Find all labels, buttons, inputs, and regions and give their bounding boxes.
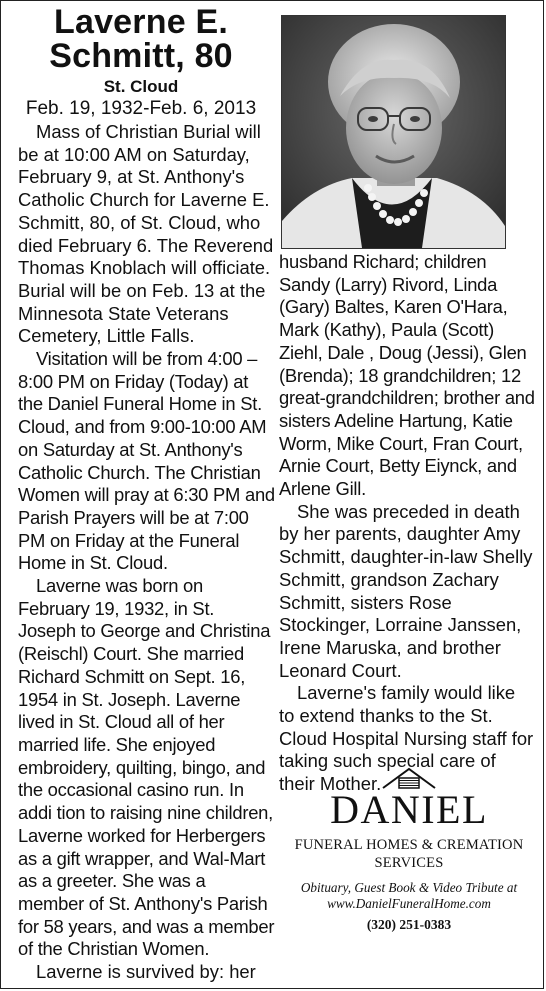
funeral-home-name: DANIEL (330, 787, 488, 832)
city: St. Cloud (103, 77, 179, 96)
preceded-in-death-paragraph: She was preceded in death by her parents, daughter Amy Schmitt, daughter-in-law Shelly Schmitt, grandson Zachary Schmitt, sisters Rose Stockinger, Lorraine Janssen, Irene Maruska, and brother Leonard Court. (279, 500, 533, 681)
family-thanks-paragraph: Laverne's family would like to extend thanks to the St. Cloud Hospital Nursing staff for taking such special care of their Mother. (279, 682, 534, 795)
funeral-home-phone: (320) 251-0383 (366, 917, 452, 932)
portrait-photo (281, 15, 506, 249)
obituary-column-right (279, 251, 535, 796)
obituary-column-left (18, 121, 276, 984)
survivors-intro-paragraph: Laverne is survived by: her (36, 961, 256, 983)
name-line-1: Laverne E. (54, 3, 228, 41)
name-line-2: Schmitt, 80 (49, 37, 233, 75)
funeral-home-tagline: Obituary, Guest Book & Video Tribute at (300, 880, 518, 895)
funeral-home-subtitle: FUNERAL HOMES & CREMATION SERVICES (294, 837, 524, 871)
portrait-illustration (282, 16, 505, 248)
deceased-name (7, 5, 275, 73)
visitation-paragraph: Visitation will be from 4:00 – 8:00 PM on Friday (Today) at the Daniel Funeral Home in St. Cloud, and from 9:00-10:00 AM on Saturday at St. Anthony's Catholic Church. The Christian Women will pray at 6:30 PM and Parish Prayers will be at 7:00 PM on Friday at the Funeral Home in St. Cloud. (18, 348, 275, 574)
funeral-home-ad (281, 766, 537, 934)
obituary-header (7, 5, 275, 120)
funeral-service-paragraph: Mass of Christian Burial will be at 10:00 AM on Saturday, February 9, at St. Anthony's Catholic Church for Laverne E. Schmitt, 80, of St. Cloud, who died February 6. The Reverend Thomas Knoblach will officiate. Burial will be on Feb. 13 at the Minnesota State Veterans Cemetery, Little Falls. (18, 121, 274, 347)
survivors-paragraph: husband Richard; children Sandy (Larry) Rivord, Linda (Gary) Baltes, Karen O'Hara, Mark (Kathy), Paula (Scott) Ziehl, Dale , Doug (Jessi), Glen (Brenda); 18 grandchildren; 12 great-grandchildren; brother and sisters Adeline Hartung, Katie Worm, Mike Court, Fran Court, Arnie Court, Betty Eiynck, and Arlene Gill. (279, 251, 535, 500)
biography-paragraph: Laverne was born on February 19, 1932, in St. Joseph to George and Christina (Reischl) Court. She married Richard Schmitt on Sept. 16, 1954 in St. Joseph. Laverne lived in St. Cloud all of her married life. She enjoyed embroidery, quilting, bingo, and the occasional casino run. In addi tion to raising nine children, Laverne worked for Herbergers as a gift wrapper, and Wal-Mart as a greeter. She was a member of St. Anthony's Parish for 58 years, and was a member of the Christian Women. (18, 575, 275, 960)
life-dates: Feb. 19, 1932-Feb. 6, 2013 (25, 98, 257, 119)
funeral-home-url[interactable]: www.DanielFuneralHome.com (327, 896, 491, 911)
